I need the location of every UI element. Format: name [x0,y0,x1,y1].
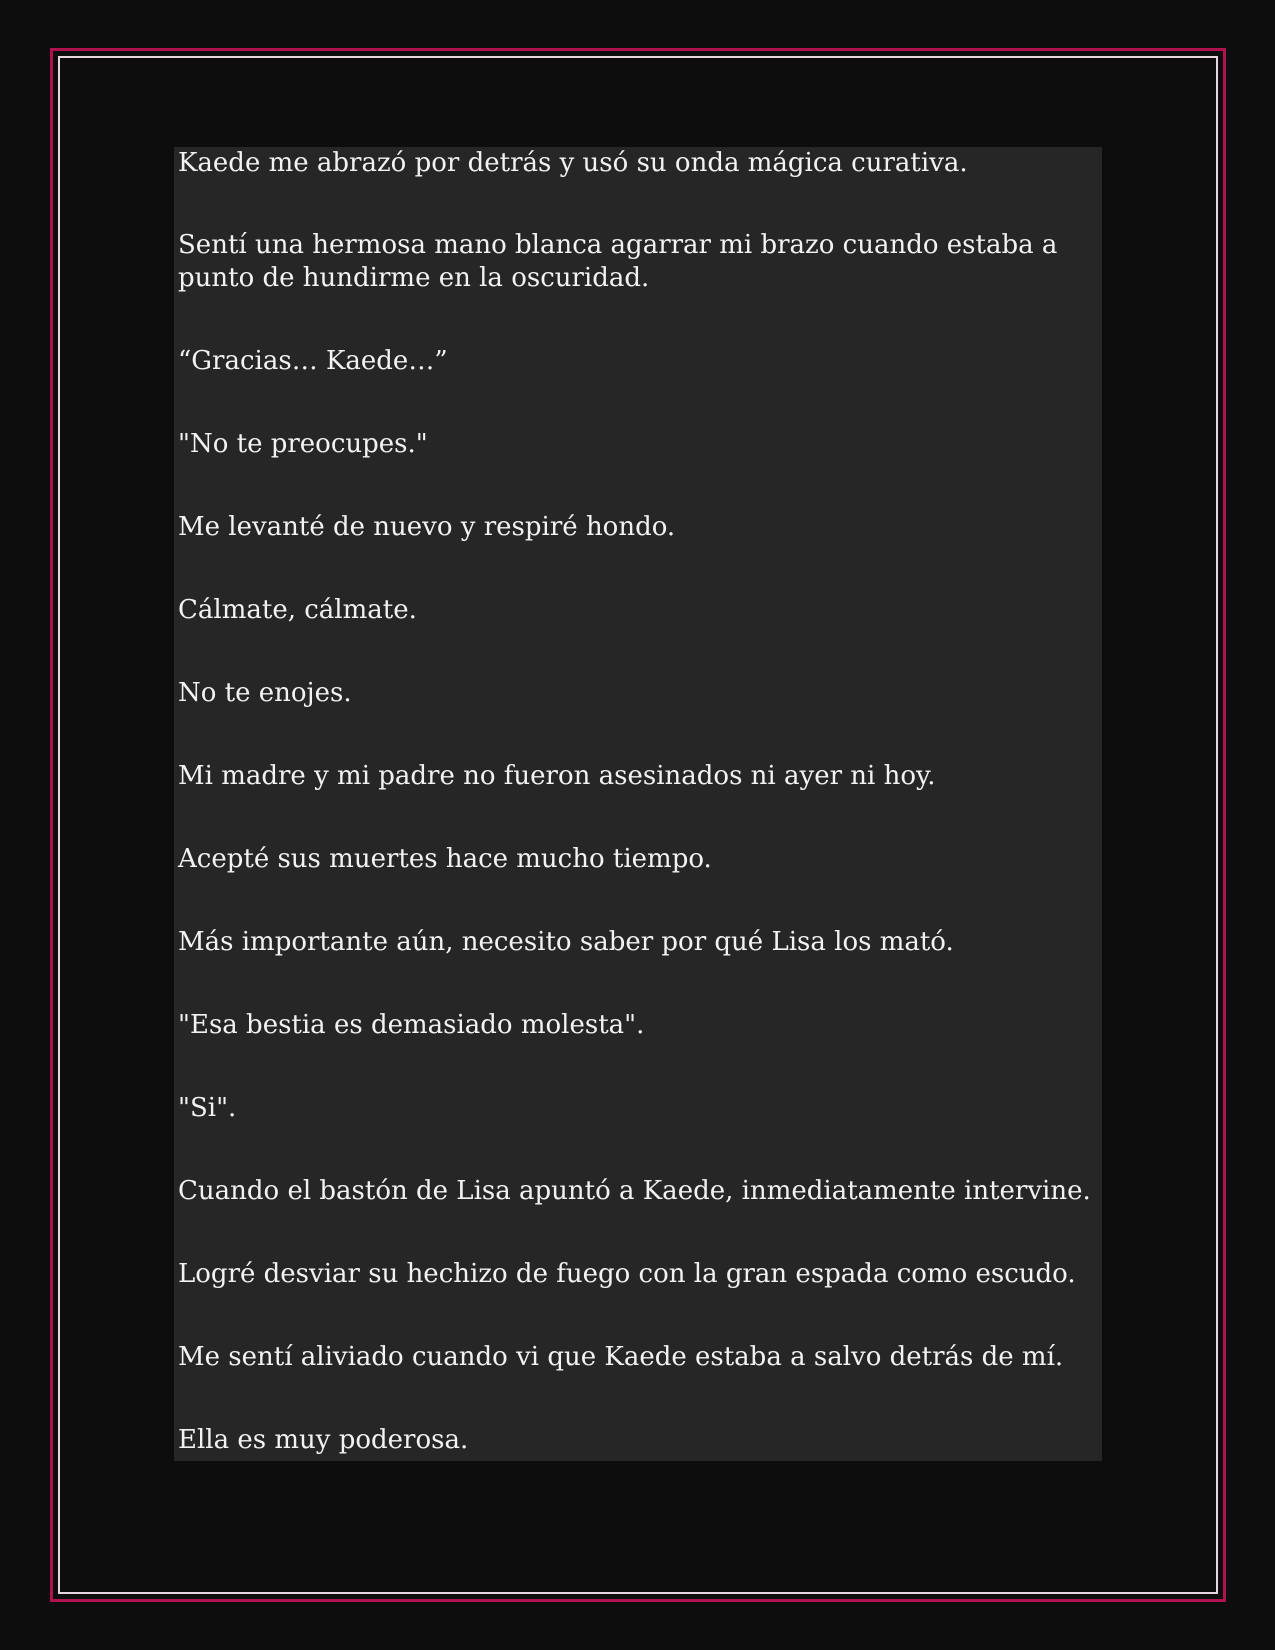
paragraph-8: Mi madre y mi padre no fueron asesinados ni ayer ni hoy. [178,761,936,791]
paragraph-11: "Esa bestia es demasiado molesta". [178,1010,645,1040]
paragraph-15: Me sentí aliviado cuando vi que Kaede estaba a salvo detrás de mí. [178,1342,1064,1372]
paragraph-10: Más importante aún, necesito saber por qué Lisa los mató. [178,927,954,957]
paragraph-16: Ella es muy poderosa. [178,1425,469,1455]
paragraph-14: Logré desviar su hechizo de fuego con la gran espada como escudo. [178,1259,1076,1289]
paragraph-2: Sentí una hermosa mano blanca agarrar mi brazo cuando estaba a punto de hundirme en la oscuridad. [178,230,1058,293]
paragraph-7: No te enojes. [178,678,352,708]
paragraph-6: Cálmate, cálmate. [178,595,417,625]
paragraph-4: "No te preocupes." [178,429,428,459]
paragraph-1: Kaede me abrazó por detrás y usó su onda mágica curativa. [178,148,968,178]
paragraph-3: “Gracias… Kaede…” [178,346,448,376]
paragraph-12: "Si". [178,1093,237,1123]
paragraph-13: Cuando el bastón de Lisa apuntó a Kaede, inmediatamente intervine. [178,1176,1091,1206]
paragraph-9: Acepté sus muertes hace mucho tiempo. [178,844,712,874]
text-panel [174,147,1102,1461]
paragraph-5: Me levanté de nuevo y respiré hondo. [178,512,676,542]
